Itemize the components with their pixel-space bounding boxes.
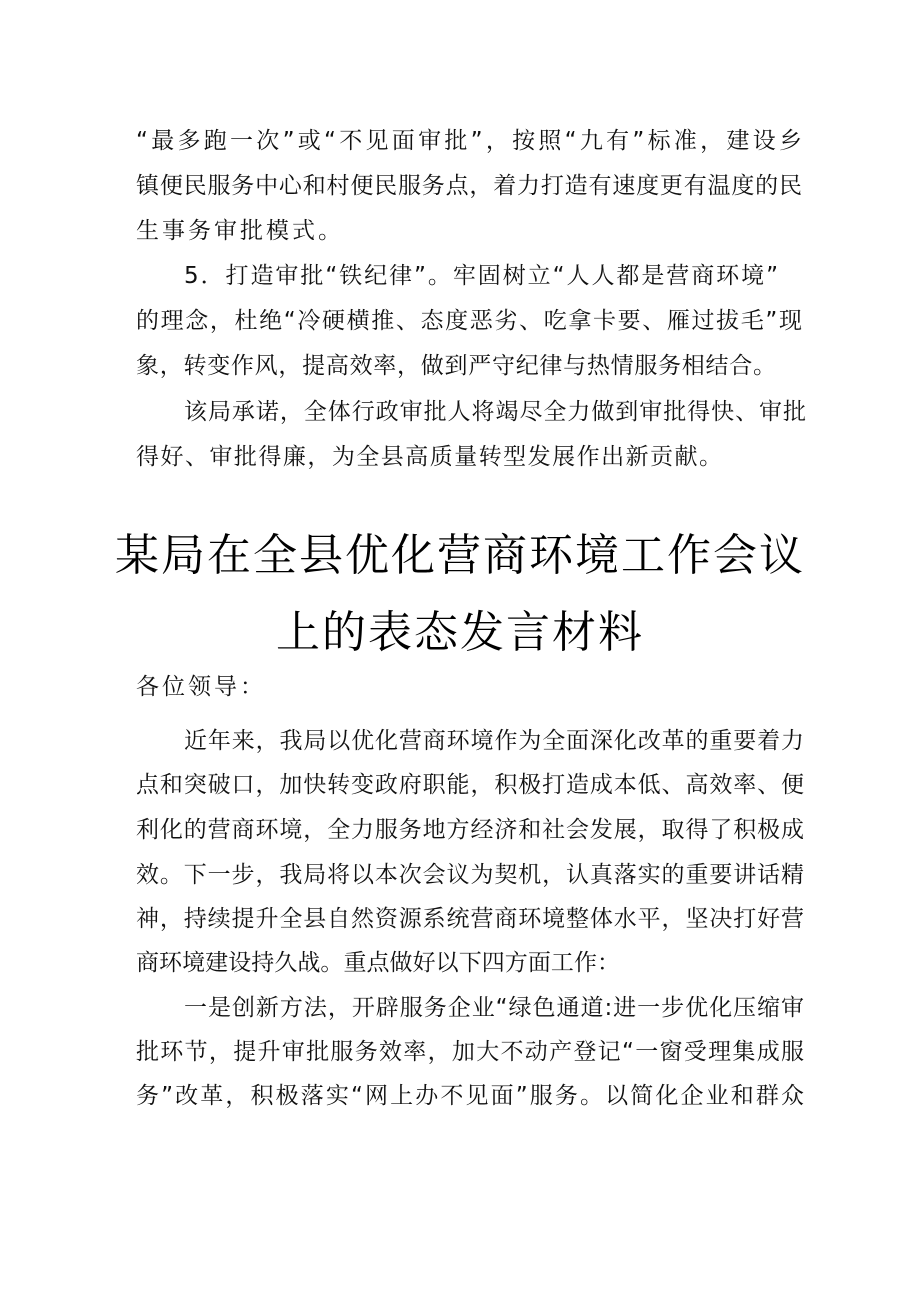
paragraph-line: 生事务审批模式。 (136, 218, 344, 244)
paragraph-line: 得好、审批得廉，为全县高质量转型发展作出新贡献。 (136, 444, 722, 470)
paragraph-line: 利化的营商环境，全力服务地方经济和社会发展，取得了积极成 (136, 817, 804, 843)
document-title-line-2: 上的表态发言材料 (276, 607, 644, 658)
paragraph-line: 商环境建设持久战。重点做好以下四方面工作： (136, 950, 620, 976)
paragraph-line: 镇便民服务中心和村便民服务点，着力打造有速度更有温度的民 (136, 173, 802, 199)
paragraph-line: “最多跑一次”或“不见面审批”，按照“九有”标准，建设乡 (136, 128, 802, 154)
paragraph-line: 神，持续提升全县自然资源系统营商环境整体水平，坚决打好营 (136, 906, 804, 932)
document-title-line-1: 某局在全县优化营商环境工作会议 (115, 530, 805, 581)
paragraph-line: 近年来，我局以优化营商环境作为全面深化改革的重要着力 (184, 728, 804, 754)
paragraph-line: 象，转变作风，提高效率，做到严守纪律与热情服务相结合。 (136, 353, 776, 379)
paragraph-line: 的理念，杜绝“冷硬横推、态度恶劣、吃拿卡要、雁过拔毛”现 (136, 308, 802, 334)
paragraph-line: 5．打造审批“铁纪律”。牢固树立“人人都是营商环境” (184, 263, 778, 289)
paragraph-line: 点和突破口，加快转变政府职能，积极打造成本低、高效率、便 (136, 772, 804, 798)
paragraph-line: 一是创新方法，开辟服务企业“绿色通道:进一步优化压缩审 (184, 995, 804, 1021)
paragraph-line: 务”改革，积极落实“网上办不见面”服务。以简化企业和群众 (136, 1083, 804, 1109)
paragraph-line: 效。下一步，我局将以本次会议为契机，认真落实的重要讲话精 (136, 862, 804, 888)
greeting: 各位领导： (136, 674, 266, 700)
paragraph-line: 该局承诺，全体行政审批人将竭尽全力做到审批得快、审批 (184, 399, 806, 425)
paragraph-line: 批环节，提升审批服务效率，加大不动产登记“一窗受理集成服 (136, 1039, 804, 1065)
